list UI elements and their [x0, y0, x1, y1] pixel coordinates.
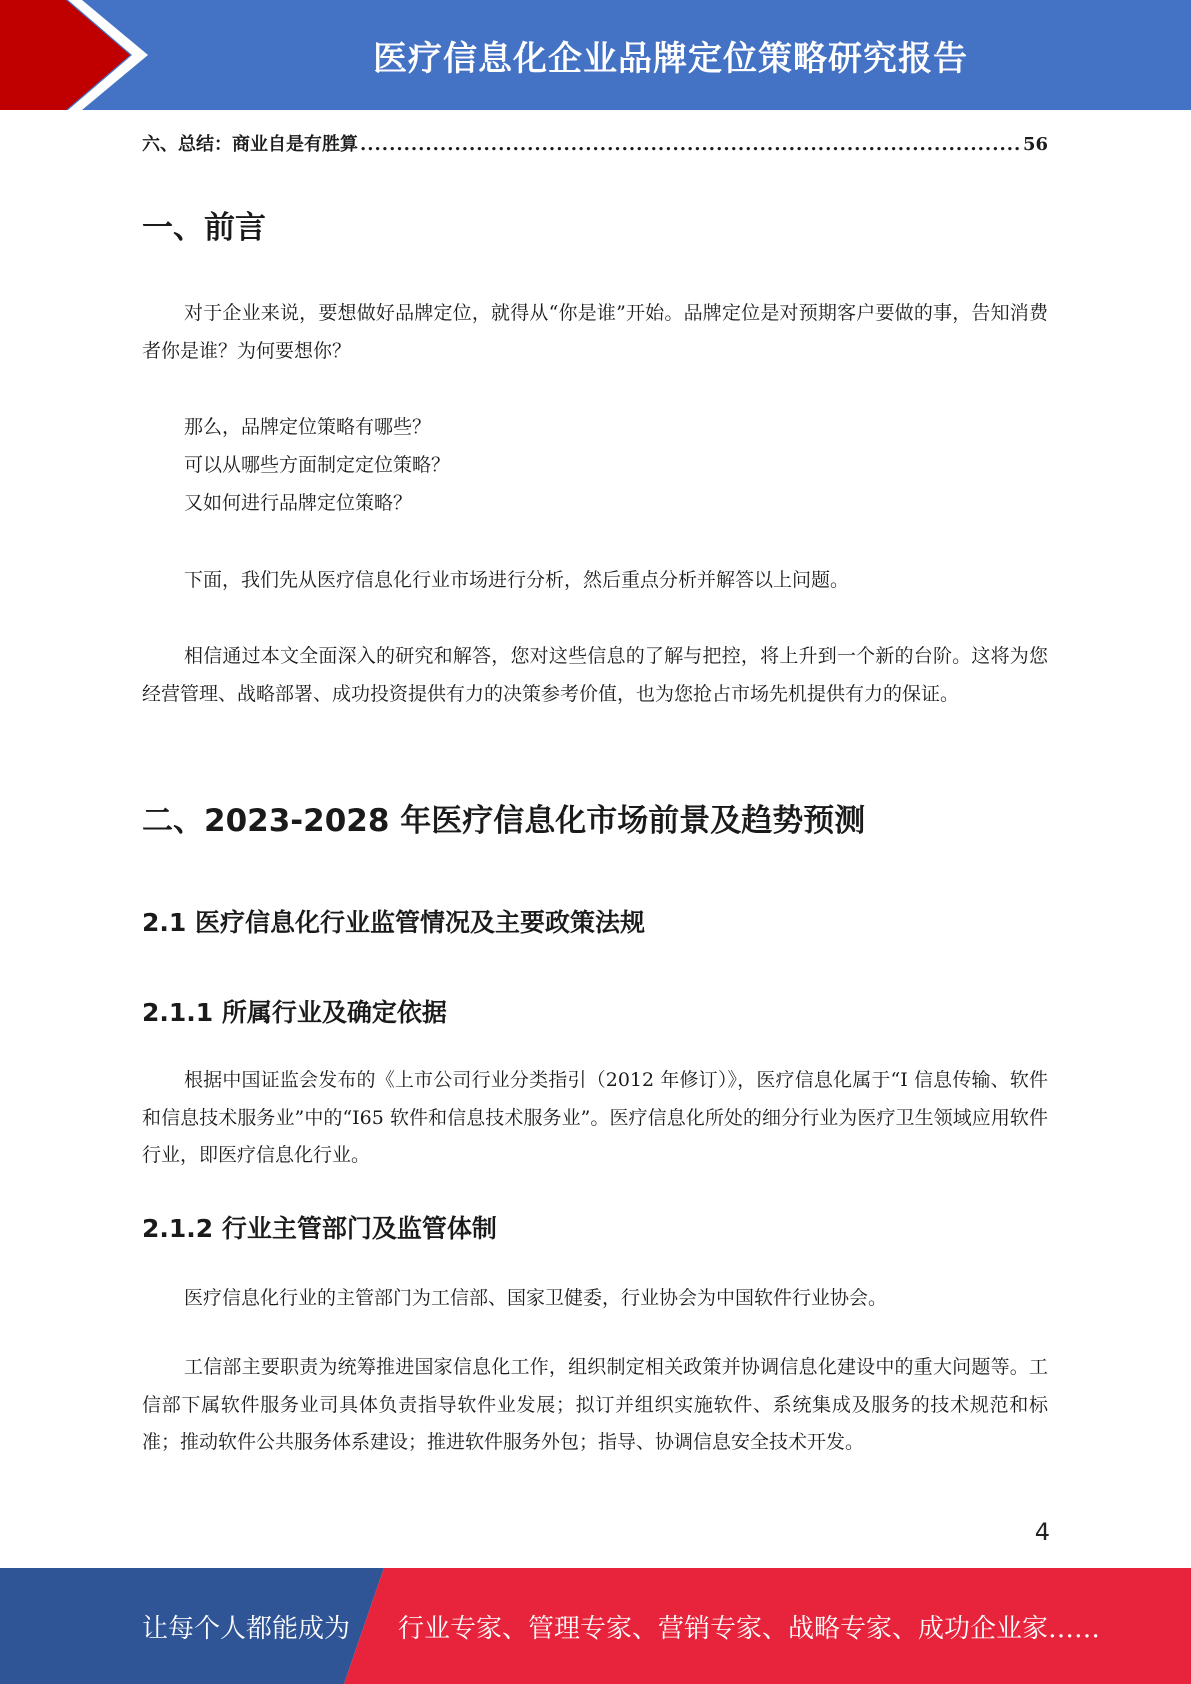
footer-slogan-left: 让每个人都能成为 [142, 1613, 351, 1644]
section-heading-market: 二、2023-2028 年医疗信息化市场前景及趋势预测 [142, 803, 866, 839]
preface-question-2: 可以从哪些方面制定定位策略？ [184, 454, 451, 476]
paragraph-2-1-2-b: 工信部主要职责为统筹推进国家信息化工作，组织制定相关政策并协调信息化建设中的重大问题等。工信部下属软件服务业司具体负责指导软件业发展；拟订并组织实施软件、系统集成及服务的技术规范和标准；推动软件公共服务体系建设；推进软件服务外包；指导、协调信息安全技术开发。 [142, 1356, 1048, 1453]
page-number: 4 [1034, 1518, 1050, 1546]
section-heading-preface: 一、前言 [142, 210, 266, 246]
paragraph-2-1-2-a: 医疗信息化行业的主管部门为工信部、国家卫健委，行业协会为中国软件行业协会。 [184, 1287, 888, 1309]
preface-question-1: 那么，品牌定位策略有哪些？ [184, 416, 432, 438]
preface-paragraph-3: 相信通过本文全面深入的研究和解答，您对这些信息的了解与把控，将上升到一个新的台阶。这将为您经营管理、战略部署、成功投资提供有力的决策参考价值，也为您抢占市场先机提供有力的保证。 [142, 645, 1048, 705]
subsection-heading-2-1-2: 2.1.2 行业主管部门及监管体制 [142, 1214, 497, 1243]
subsection-heading-2-1: 2.1 医疗信息化行业监管情况及主要政策法规 [142, 908, 645, 937]
toc-entry-label: 六、总结：商业自是有胜算 [142, 134, 358, 155]
subsection-heading-2-1-1: 2.1.1 所属行业及确定依据 [142, 998, 447, 1027]
preface-paragraph-1: 对于企业来说，要想做好品牌定位，就得从“你是谁”开始。品牌定位是对预期客户要做的事，告知消费者你是谁？为何要想你？ [142, 302, 1048, 362]
footer-slogan-right: 行业专家、管理专家、营销专家、战略专家、成功企业家…… [398, 1613, 1101, 1644]
report-title: 医疗信息化企业品牌定位策略研究报告 [373, 38, 968, 79]
report-header [0, 0, 1191, 110]
toc-leader-dots [360, 134, 1021, 155]
toc-entry[interactable] [142, 130, 1048, 156]
paragraph-2-1-1: 根据中国证监会发布的《上市公司行业分类指引（2012 年修订）》，医疗信息化属于“I 信息传输、软件和信息技术服务业”中的“I65 软件和信息技术服务业”。医疗信息化所处的细分行业为医疗卫生领域应用软件行业，即医疗信息化行业。 [142, 1069, 1048, 1166]
preface-paragraph-2: 下面，我们先从医疗信息化行业市场进行分析，然后重点分析并解答以上问题。 [184, 569, 850, 591]
report-footer [0, 1568, 1191, 1684]
preface-question-3: 又如何进行品牌定位策略？ [184, 492, 413, 514]
toc-entry-page: 56 [1022, 134, 1048, 155]
header-arrow-icon [0, 0, 160, 110]
